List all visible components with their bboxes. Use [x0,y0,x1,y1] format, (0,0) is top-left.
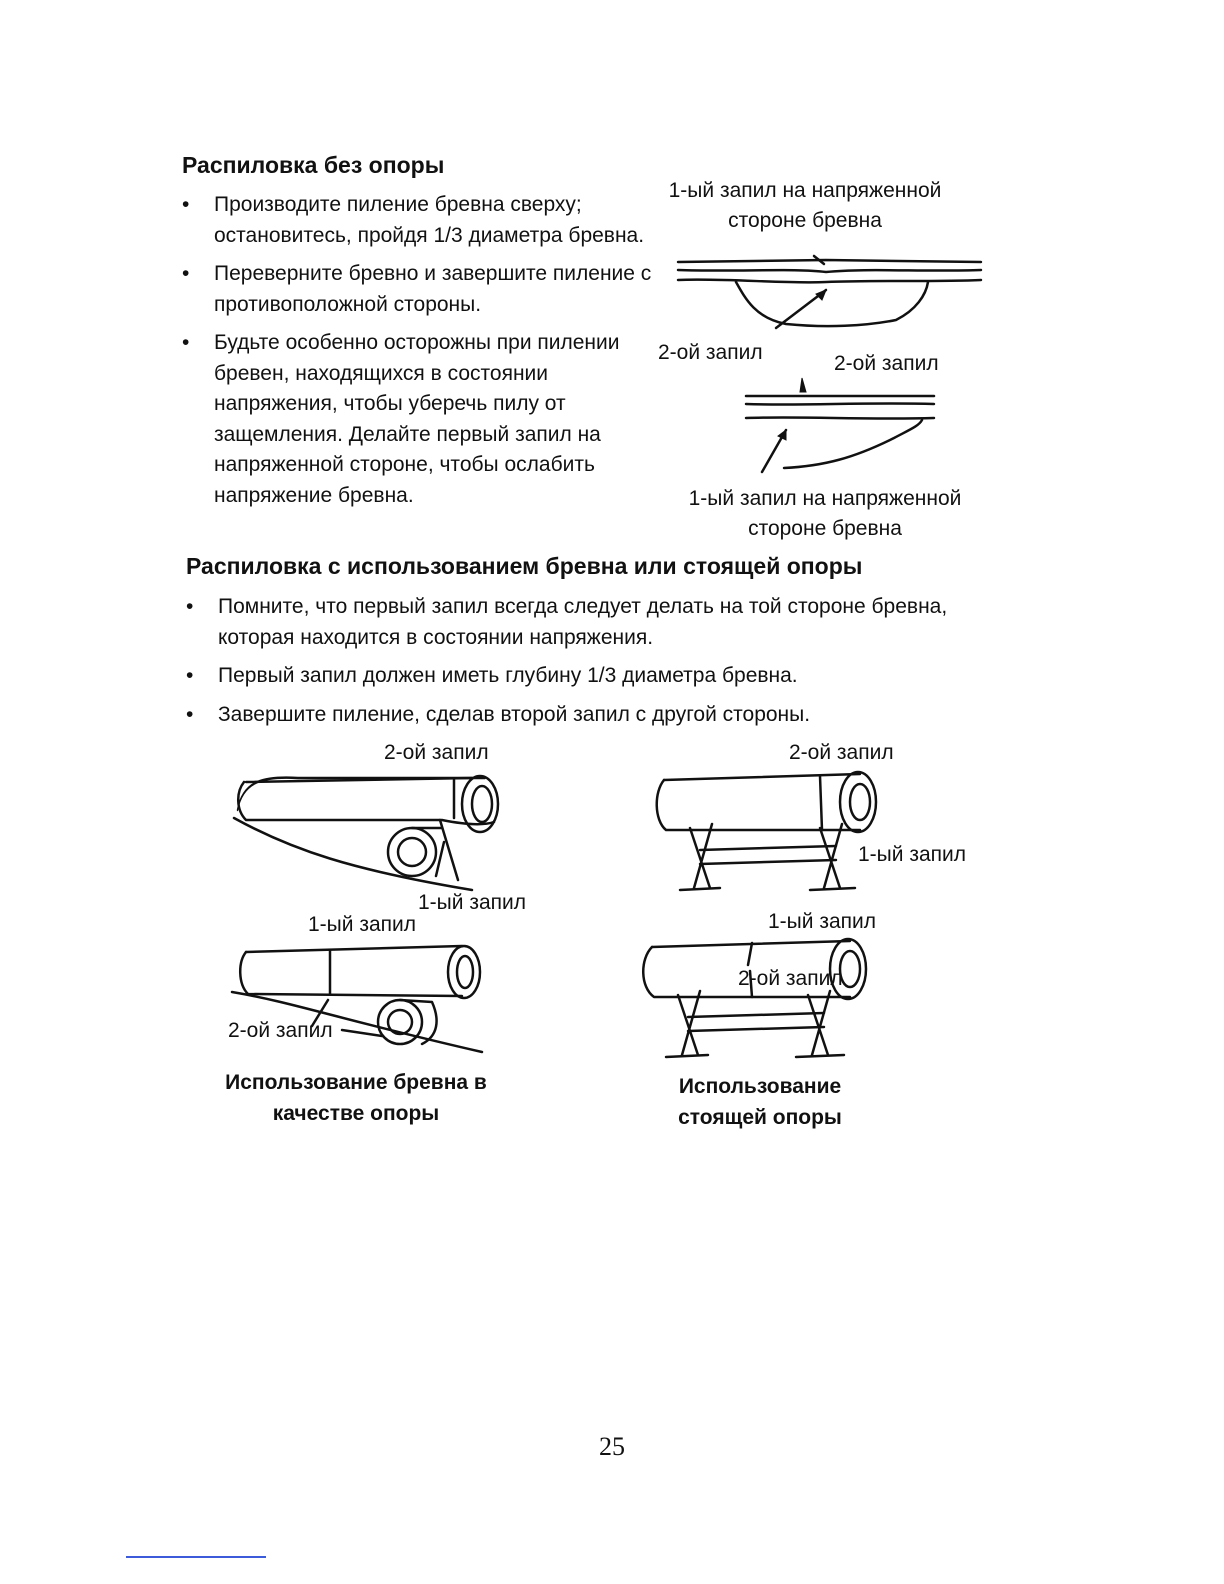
log-support-bottom-first-cut: 1-ый запил [308,913,416,936]
list-item: • Завершите пиление, сделав второй запил с другой стороны. [186,700,966,731]
page-number: 25 [599,1432,625,1461]
figure-label-second-cut-left: 2-ой запил [658,341,763,364]
figure-label-first-cut-bottom: 1-ый запил на напряженной стороне бревна [688,487,962,540]
log-on-log-ground-illustration [232,940,492,1055]
list-item: • Производите пиление бревна сверху; остановитесь, пройдя 1/3 диаметра бревна. [182,190,652,251]
stand-support-bottom-first-cut: 1-ый запил [768,910,876,933]
section-heading-no-support: Распиловка без опоры [182,152,445,178]
figure-label-first-cut-top: 1-ый запил на напряженной стороне бревна [668,179,942,232]
caption-stand-support: Использование стоящей опоры [678,1075,842,1129]
log-on-sawhorse-top-illustration [650,768,890,898]
list-item: • Первый запил должен иметь глубину 1/3 диаметра бревна. [186,661,966,692]
figure-label-second-cut-right: 2-ой запил [834,352,939,375]
no-support-instructions [182,190,652,511]
log-on-log-slope-illustration [232,770,532,900]
log-on-edge-illustration [744,378,944,478]
with-support-instructions [186,592,966,730]
log-support-top-second-cut: 2-ой запил [384,741,489,764]
list-item: • Переверните бревно и завершите пиление с противоположной стороны. [182,259,652,320]
log-on-sawhorse-bottom-illustration [636,935,876,1065]
stand-support-top-first-cut: 1-ый запил [858,843,966,866]
list-item: • Будьте особенно осторожны при пилении бревен, находящихся в состоянии напряжения, чтобы уберечь пилу от защемления. Делайте первый запил на напряженной стороне, чтобы ослабить напряжение бревна. [182,328,652,511]
log-support-bottom-second-cut: 2-ой запил [228,1019,333,1042]
stand-support-top-second-cut: 2-ой запил [789,741,894,764]
section-heading-with-support: Распиловка с использованием бревна или стоящей опоры [186,553,863,579]
stand-support-bottom-second-cut: 2-ой запил [738,967,843,990]
caption-log-support: Использование бревна в качестве опоры [225,1071,487,1125]
log-support-top-first-cut: 1-ый запил [418,891,526,914]
log-over-dip-illustration [676,250,986,340]
footer-divider [126,1556,266,1558]
list-item: • Помните, что первый запил всегда следует делать на той стороне бревна, которая находится в состоянии напряжения. [186,592,966,653]
